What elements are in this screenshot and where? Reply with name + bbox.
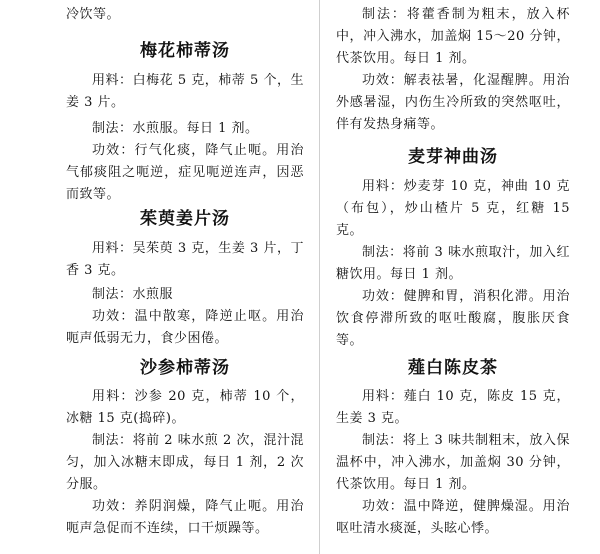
recipe-title: 梅花柿蒂汤 [140,41,230,61]
recipe-effect: 功效：行气化痰，降气止呃。用治气郁痰阻之呃逆，症见呃逆连声，因恶而致等。 [66,143,304,202]
recipe-effect: 功效：温中降逆，健脾燥湿。用治呕吐清水痰涎，头眩心悸。 [336,499,570,536]
recipe-ingredients: 用料：白梅花 5 克，柿蒂 5 个，生姜 3 片。 [66,73,304,110]
recipe-title: 薤白陈皮茶 [408,358,498,378]
recipe-ingredients: 用料：薤白 10 克，陈皮 15 克，生姜 3 克。 [336,389,570,426]
recipe-method: 制法：水煎服 [92,287,174,302]
recipe-ingredients: 用料：沙参 20 克，柿蒂 10 个，冰糖 15 克(捣碎)。 [66,389,304,426]
continuation-text: 冷饮等。 [66,7,121,22]
recipe-title: 麦芽神曲汤 [408,147,498,167]
recipe-method: 制法：将上 3 味共制粗末，放入保温杯中，冲入沸水，加盖焖 30 分钟，代茶饮用。每日 1 剂。 [336,433,570,492]
column-divider [319,0,320,554]
recipe-method: 制法：水煎服。每日 1 剂。 [92,121,259,136]
recipe-ingredients: 用料：炒麦芽 10 克，神曲 10 克（布包），炒山楂片 5 克，红糖 15 克。 [336,179,570,238]
recipe-ingredients: 用料：吴茱萸 3 克，生姜 3 片，丁香 3 克。 [66,241,304,278]
recipe-effect: 功效：养阴润燥，降气止呃。用治呃声急促而不连续，口干烦躁等。 [66,499,304,536]
recipe-method: 制法：将前 3 味水煎取汁，加入红糖饮用。每日 1 剂。 [336,245,570,282]
recipe-title: 茱萸姜片汤 [140,209,230,229]
continuation-method: 制法：将藿香制为粗末，放入杯中，冲入沸水，加盖焖 15～20 分钟，代茶饮用。每日 1 剂。 [336,7,570,66]
continuation-effect: 功效：解表祛暑，化湿醒脾。用治外感暑湿，内伤生冷所致的突然呕吐，伴有发热身痛等。 [336,73,570,132]
recipe-method: 制法：将前 2 味水煎 2 次，混汁混匀，加入冰糖末即成，每日 1 剂，2 次分服。 [66,433,304,492]
recipe-effect: 功效：温中散寒，降逆止呕。用治呃声低弱无力，食少困倦。 [66,309,304,346]
recipe-title: 沙参柿蒂汤 [140,358,230,378]
recipe-effect: 功效：健脾和胃，消积化滞。用治饮食停滞所致的呕吐酸腐，腹胀厌食等。 [336,289,570,348]
